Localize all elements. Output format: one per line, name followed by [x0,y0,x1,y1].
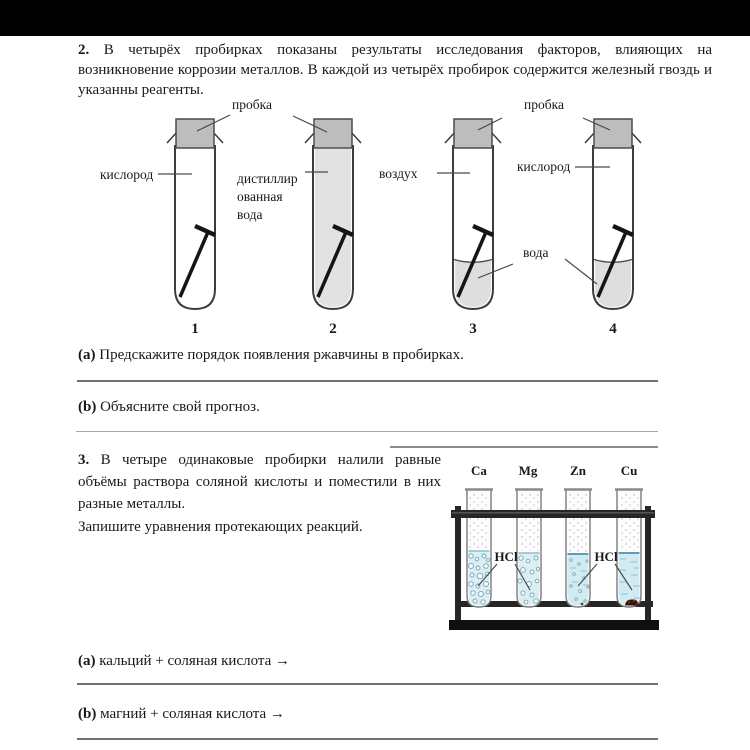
tube-number-2: 2 [329,321,337,337]
question-3a-text: кальций + соляная кислота → [99,653,291,669]
question-2a-text: Предскажите порядок появления ржавчины в пробирках. [99,347,464,363]
question-3-instruction [78,517,441,537]
test-tube-2 [305,119,361,309]
stopper-2 [314,119,352,148]
question-3a-label: (a) [78,653,96,669]
answer-line-2b-2 [390,446,658,448]
metal-label-zn: Zn [570,463,586,478]
figure-metals-in-acid [448,458,666,633]
tube-number-3: 3 [469,321,477,337]
metal-label-mg: Mg [518,463,538,478]
question-3-body: В четыре одинаковые пробирки налили равные объёмы раствора соляной кислоты и поместили в них разные металлы. [78,452,441,512]
question-3a [78,653,290,670]
water-fill-4 [595,260,631,307]
question-2-paragraph [78,40,712,100]
hcl-label-left: HCl [494,549,518,564]
question-2b [78,399,260,416]
test-tube-3 [445,119,501,309]
tube-number-1: 1 [191,321,199,337]
test-tube-1 [167,119,223,309]
stopper-3 [454,119,492,148]
metal-label-cu: Cu [620,463,638,478]
question-3-instruction-text: Запишите уравнения протекающих реакций. [78,519,363,535]
question-2b-text: Объясните свой прогноз. [100,399,260,415]
label-distilled-line1: дистиллир [237,171,298,186]
label-distilled-line3: вода [237,207,263,222]
label-stopper-right: пробка [524,97,564,112]
stopper-4 [594,119,632,148]
question-2-body: В четырёх пробирках показаны результаты исследования факторов, влияющих на возникновение коррозии металлов. В каждой из четырёх пробирок содержится железный гвоздь и указанны реагенты. [78,42,713,98]
answer-line-3a [77,683,658,685]
question-2b-label: (b) [78,399,97,415]
label-oxygen-left: кислород [100,167,154,182]
rack-bar-highlight [452,512,654,514]
answer-line-3b [77,738,658,740]
label-air: воздух [379,166,418,181]
question-3-number: 3. [78,452,90,468]
acid-tube-ca [465,490,493,608]
hcl-label-right: HCl [594,549,618,564]
top-black-bar [0,0,750,36]
label-water: вода [523,245,549,260]
answer-line-2b-1 [76,431,658,432]
stopper-1 [176,119,214,148]
figure-corrosion-tubes [80,95,740,343]
label-oxygen-right: кислород [517,159,571,174]
rack-front-bar [451,510,655,518]
hcl-leaders [478,564,632,590]
question-3-paragraph [78,449,441,515]
label-distilled-line2: ованная [237,189,283,204]
acid-liquid-zn [568,554,589,606]
question-3b [78,706,285,723]
answer-line-2a [77,380,658,382]
question-2a [78,347,464,364]
question-3b-text: магний + соляная кислота → [100,706,285,722]
water-fill-3 [455,260,491,307]
question-2-number: 2. [78,42,90,58]
question-3b-label: (b) [78,706,97,722]
question-2a-label: (a) [78,347,96,363]
tube-number-4: 4 [609,321,617,337]
acid-tube-zn [564,490,592,608]
metal-label-ca: Ca [471,463,487,478]
acid-tube-cu [615,490,643,608]
label-stopper-left: пробка [232,97,272,112]
